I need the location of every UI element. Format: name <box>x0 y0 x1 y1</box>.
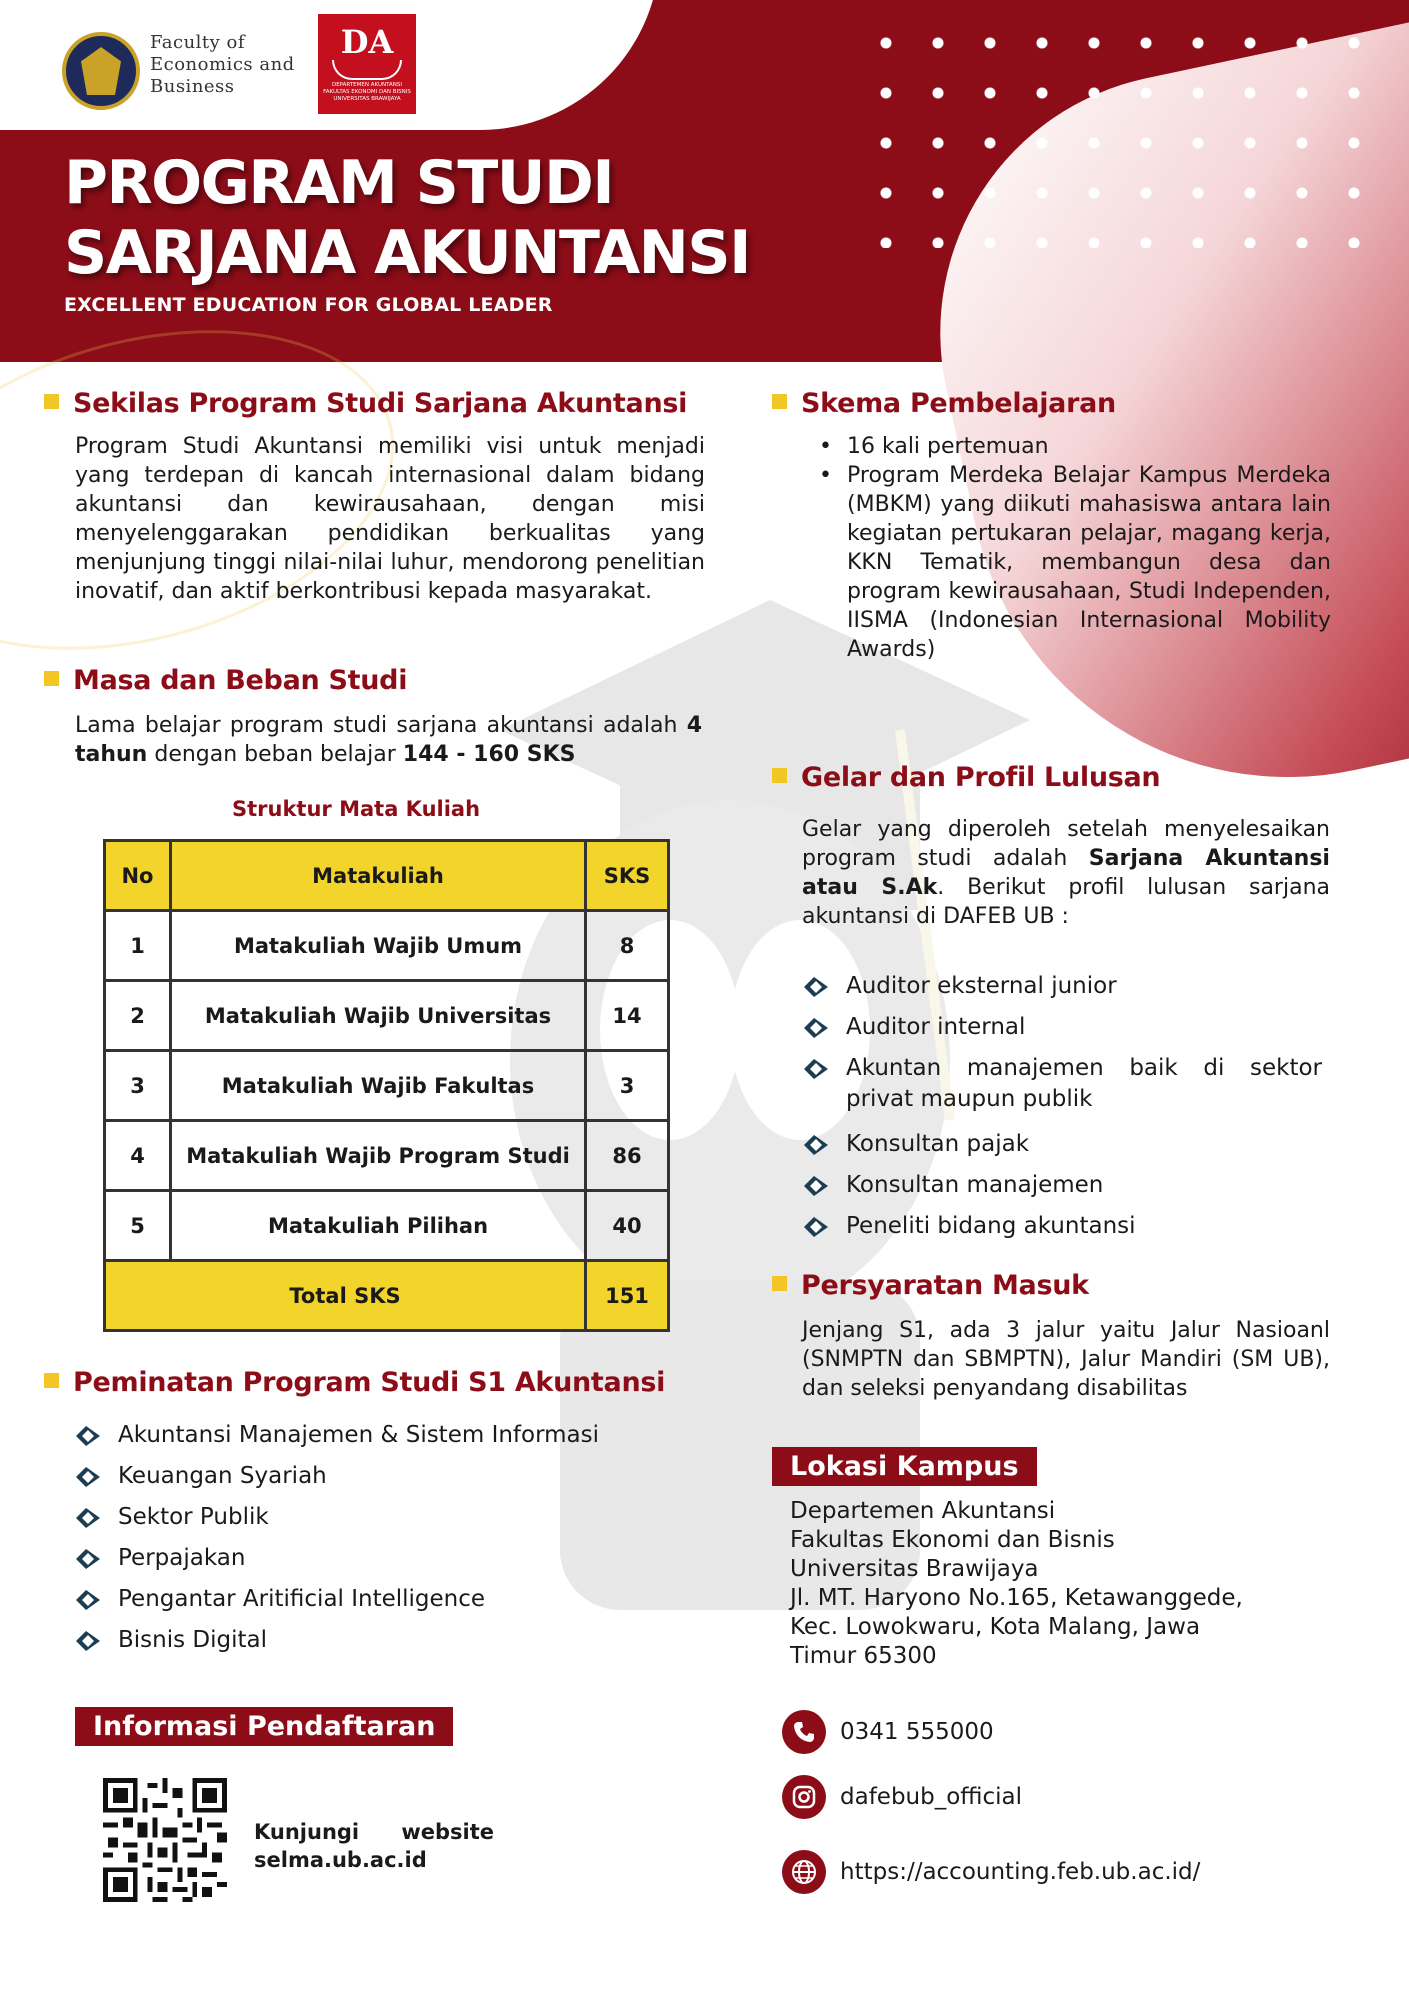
masa-text-b: dengan beban belajar <box>147 742 403 767</box>
chevron-right-icon <box>802 975 830 999</box>
contact-website[interactable] <box>782 1850 1200 1894</box>
qr-code-icon[interactable] <box>103 1778 227 1902</box>
lokasi-kampus-label: Lokasi Kampus <box>772 1447 1037 1486</box>
table-cell-matakuliah: Matakuliah Pilihan <box>171 1191 586 1261</box>
list-item <box>802 1129 1322 1170</box>
registration-website-link[interactable]: selma.ub.ac.id <box>254 1848 427 1872</box>
table-header-matakuliah: Matakuliah <box>171 841 586 911</box>
table-cell-no: 3 <box>105 1051 171 1121</box>
table-title: Struktur Mata Kuliah <box>232 797 481 821</box>
list-item-label: Peneliti bidang akuntansi <box>846 1213 1136 1239</box>
chevron-right-icon <box>74 1506 102 1530</box>
chevron-right-icon <box>74 1588 102 1612</box>
peminatan-list <box>74 1420 694 1666</box>
table-cell-sks: 14 <box>586 981 669 1051</box>
contact-instagram[interactable] <box>782 1775 1022 1819</box>
section-heading-sekilas <box>44 388 687 419</box>
dafeb-logo <box>318 14 416 114</box>
table-cell-sks: 40 <box>586 1191 669 1261</box>
list-item <box>802 1053 1322 1129</box>
table-cell-matakuliah: Matakuliah Wajib Program Studi <box>171 1121 586 1191</box>
chevron-right-icon <box>802 1057 830 1081</box>
sekilas-body: Program Studi Akuntansi memiliki visi untuk menjadi yang terdepan di kancah internasional dalam bidang akuntansi dan kewirausahaan, dengan misi menyelenggarakan pendidikan berkualitas yang menjunjung tinggi nilai-nilai luhur, mendorong penelitian inovatif, dan aktif berkontribusi kepada masyarakat. <box>75 434 705 604</box>
table-cell-no: 5 <box>105 1191 171 1261</box>
chevron-right-icon <box>802 1174 830 1198</box>
dafeb-logo-caption: DEPARTEMEN AKUNTANSI FAKULTAS EKONOMI DAN BISNIS UNIVERSITAS BRAWIJAYA <box>323 82 411 102</box>
section-heading-persyaratan <box>772 1270 1089 1301</box>
section-heading-gelar <box>772 762 1160 793</box>
list-item-label: Keuangan Syariah <box>118 1463 327 1489</box>
address-line: Timur 65300 <box>790 1643 937 1669</box>
bullet-square-icon <box>44 394 59 409</box>
masa-bold-duration: 4 tahun <box>75 713 702 767</box>
table-row <box>105 911 669 981</box>
faculty-line-2: Economics and <box>150 54 295 75</box>
persyaratan-body: Jenjang S1, ada 3 jalur yaitu Jalur Nasioanl (SNMPTN dan SBMPTN), Jalur Mandiri (SM UB), dan seleksi penyandang disabilitas <box>802 1318 1330 1401</box>
list-item-label: Auditor eksternal junior <box>846 973 1117 999</box>
table-row <box>105 1191 669 1261</box>
gelar-body <box>802 815 1330 931</box>
list-item-label: Konsultan pajak <box>846 1131 1030 1157</box>
list-item: • 16 kali pertemuan <box>813 432 1331 461</box>
website-url: https://accounting.feb.ub.ac.id/ <box>840 1859 1201 1885</box>
faculty-line-1: Faculty of <box>150 32 246 53</box>
campus-address <box>790 1497 1243 1671</box>
gelar-text-a: Gelar yang diperoleh setelah menyelesaikan program studi adalah <box>802 817 1330 871</box>
course-structure-table <box>103 839 670 1332</box>
table-cell-matakuliah: Matakuliah Wajib Fakultas <box>171 1051 586 1121</box>
section-heading-peminatan <box>44 1367 665 1398</box>
phone-icon <box>782 1710 826 1754</box>
faculty-line-3: Business <box>150 76 235 97</box>
table-cell-matakuliah: Matakuliah Wajib Universitas <box>171 981 586 1051</box>
faculty-logo-text <box>150 32 295 98</box>
chevron-right-icon <box>74 1424 102 1448</box>
peminatan-heading-text: Peminatan Program Studi S1 Akuntansi <box>73 1367 666 1398</box>
list-item-label: Sektor Publik <box>118 1504 269 1530</box>
qr-caption-line-1 <box>254 1818 494 1846</box>
list-item <box>802 1211 1322 1252</box>
table-cell-sks: 3 <box>586 1051 669 1121</box>
table-cell-matakuliah: Matakuliah Wajib Umum <box>171 911 586 981</box>
instagram-handle: dafebub_official <box>840 1784 1023 1810</box>
table-cell-no: 2 <box>105 981 171 1051</box>
section-heading-masa <box>44 665 407 696</box>
table-cell-sks: 86 <box>586 1121 669 1191</box>
chevron-right-icon <box>74 1465 102 1489</box>
university-seal-logo <box>62 32 140 110</box>
list-item-label: Akuntan manajemen baik di sektor privat maupun publik <box>846 1055 1322 1112</box>
table-header-sks: SKS <box>586 841 669 911</box>
contact-phone[interactable] <box>782 1710 994 1754</box>
phone-number: 0341 555000 <box>840 1719 994 1745</box>
table-total-row <box>105 1261 669 1331</box>
masa-body <box>75 711 702 769</box>
list-item-label: Perpajakan <box>118 1545 246 1571</box>
gelar-heading-text: Gelar dan Profil Lulusan <box>801 762 1161 793</box>
laurel-icon <box>332 60 402 80</box>
table-cell-no: 1 <box>105 911 171 981</box>
skema-heading-text: Skema Pembelajaran <box>801 388 1116 419</box>
bullet-square-icon <box>772 1276 787 1291</box>
list-item <box>74 1502 694 1543</box>
table-cell-no: 4 <box>105 1121 171 1191</box>
table-total-value: 151 <box>586 1261 669 1331</box>
address-line: Jl. MT. Haryono No.165, Ketawanggede, <box>790 1585 1243 1611</box>
chevron-right-icon <box>802 1215 830 1239</box>
list-item <box>74 1543 694 1584</box>
list-item <box>74 1420 694 1461</box>
masa-heading-text: Masa dan Beban Studi <box>73 665 408 696</box>
masa-bold-sks: 144 - 160 SKS <box>402 742 576 767</box>
chevron-right-icon <box>74 1629 102 1653</box>
bullet-square-icon <box>44 1373 59 1388</box>
informasi-pendaftaran-label: Informasi Pendaftaran <box>75 1707 453 1746</box>
bullet-square-icon <box>772 394 787 409</box>
qr-caption-word-2: website <box>401 1820 494 1844</box>
list-item-label: Konsultan manajemen <box>846 1172 1104 1198</box>
bullet-square-icon <box>44 671 59 686</box>
gelar-text-b: . Berikut profil lulusan sarjana akuntansi di DAFEB UB : <box>802 875 1330 929</box>
bullet-square-icon <box>772 768 787 783</box>
table-row <box>105 981 669 1051</box>
address-line: Kec. Lowokwaru, Kota Malang, Jawa <box>790 1614 1201 1640</box>
gelar-bold-degree: Sarjana Akuntansi atau S.Ak <box>802 846 1330 900</box>
table-row <box>105 1051 669 1121</box>
decorative-dot-grid <box>860 18 1380 248</box>
list-item <box>74 1461 694 1502</box>
profil-lulusan-list <box>802 971 1322 1252</box>
qr-caption <box>254 1818 494 1874</box>
page-title <box>64 148 750 288</box>
address-line: Departemen Akuntansi <box>790 1498 1056 1524</box>
qr-caption-word-1: Kunjungi <box>254 1820 360 1844</box>
dafeb-logo-mark: DA <box>340 23 394 61</box>
title-line-1: PROGRAM STUDI <box>64 148 614 218</box>
list-item-label: Auditor internal <box>846 1014 1026 1040</box>
list-item: • Program Merdeka Belajar Kampus Merdeka (MBKM) yang diikuti mahasiswa antara lain kegiatan pertukaran pelajar, magang kerja, KKN Tematik, membangun desa dan program kewirausahaan, Studi Independen, IISMA (Indonesian Internasional Mobility Awards) <box>813 461 1331 664</box>
persyaratan-heading-text: Persyaratan Masuk <box>801 1270 1089 1301</box>
chevron-right-icon <box>802 1016 830 1040</box>
title-line-2: SARJANA AKUNTANSI <box>64 218 750 288</box>
masa-text-a: Lama belajar program studi sarjana akuntansi adalah <box>75 713 687 738</box>
list-item-label: Bisnis Digital <box>118 1627 268 1653</box>
globe-icon <box>782 1850 826 1894</box>
instagram-icon <box>782 1775 826 1819</box>
chevron-right-icon <box>74 1547 102 1571</box>
table-row <box>105 1121 669 1191</box>
seal-emblem <box>81 47 121 95</box>
list-item-label: Akuntansi Manajemen & Sistem Informasi <box>118 1422 600 1448</box>
list-item-label: Pengantar Aritificial Intelligence <box>118 1586 486 1612</box>
table-total-label: Total SKS <box>105 1261 586 1331</box>
address-line: Universitas Brawijaya <box>790 1556 1039 1582</box>
skema-list <box>813 432 1331 664</box>
list-item <box>802 1170 1322 1211</box>
tagline: EXCELLENT EDUCATION FOR GLOBAL LEADER <box>64 294 553 316</box>
list-item <box>74 1584 694 1625</box>
chevron-right-icon <box>802 1133 830 1157</box>
table-header-no: No <box>105 841 171 911</box>
list-item <box>802 1012 1322 1053</box>
sekilas-heading-text: Sekilas Program Studi Sarjana Akuntansi <box>73 388 688 419</box>
section-heading-skema <box>772 388 1116 419</box>
table-cell-sks: 8 <box>586 911 669 981</box>
list-item <box>74 1625 694 1666</box>
list-item <box>802 971 1322 1012</box>
address-line: Fakultas Ekonomi dan Bisnis <box>790 1527 1115 1553</box>
table-header-row <box>105 841 669 911</box>
